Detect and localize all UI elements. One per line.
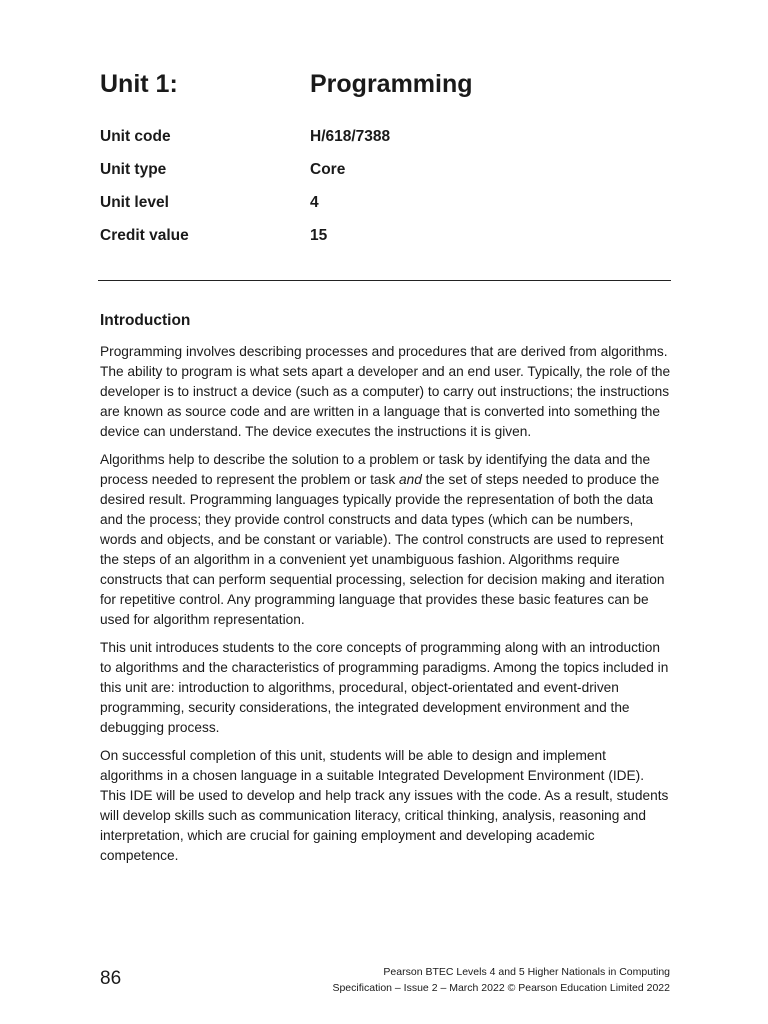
section-divider bbox=[98, 280, 671, 281]
intro-paragraph-3: This unit introduces students to the core concepts of programming along with an introduction to algorithms and the characteristics of programming paradigms. Among the topics included in this unit are: introduction to algorithms, procedural, object-orientated and event-driven programming, security considerations, the integrated development environment and the debugging process. bbox=[100, 640, 669, 735]
introduction-heading: Introduction bbox=[100, 312, 191, 329]
meta-value: H/618/7388 bbox=[310, 128, 391, 145]
intro-paragraph-1: Programming involves describing processes and procedures that are derived from algorithms. The ability to program is what sets apart a developer and an end user. Typically, the role of the developer is to instruct a device (such as a computer) to carry out instructions; the instructions are known as source code and are written in a language that is converted into something the device can understand. The device executes the instructions it is given. bbox=[100, 344, 671, 439]
meta-row-unit-level bbox=[100, 194, 680, 227]
emphasis-text: and bbox=[399, 472, 422, 487]
meta-label: Credit value bbox=[100, 227, 189, 244]
footer-line-2: Specification – Issue 2 – March 2022 © Pearson Education Limited 2022 bbox=[332, 982, 670, 994]
meta-row-credit-value bbox=[100, 227, 680, 260]
meta-label: Unit level bbox=[100, 194, 169, 211]
meta-label: Unit code bbox=[100, 128, 171, 145]
meta-row-unit-type bbox=[100, 161, 680, 194]
unit-number: Unit 1: bbox=[100, 70, 178, 98]
meta-row-unit-code bbox=[100, 128, 680, 161]
page-footer bbox=[332, 964, 670, 996]
meta-label: Unit type bbox=[100, 161, 167, 178]
footer-line-1: Pearson BTEC Levels 4 and 5 Higher Nationals in Computing bbox=[383, 966, 670, 978]
meta-value: Core bbox=[310, 161, 346, 178]
meta-value: 4 bbox=[310, 194, 319, 211]
intro-paragraph-4: On successful completion of this unit, students will be able to design and implement algorithms in a chosen language in a suitable Integrated Development Environment (IDE). This IDE will be used to develop and help track any issues with the code. As a result, students will develop skills such as communication literacy, critical thinking, analysis, reasoning and interpretation, which are crucial for gaining employment and developing academic competence. bbox=[100, 748, 669, 863]
paragraph-text: the set of steps needed to produce the desired result. Programming languages typically provide the representation of both the data and the process; they provide control constructs and data types (which can be numbers, words and objects, and be constant or variable). The control constructs are used to represent the steps of an algorithm in a convenient yet unambiguous fashion. Algorithms require constructs that can perform sequential processing, selection for decision making and iteration for repetitive control. Any programming language that provides these basic features can be used for algorithm representation. bbox=[100, 472, 665, 627]
unit-heading bbox=[100, 70, 680, 106]
unit-title: Programming bbox=[310, 70, 473, 98]
unit-meta-table bbox=[100, 128, 680, 260]
meta-value: 15 bbox=[310, 227, 328, 244]
page-number: 86 bbox=[100, 968, 122, 989]
intro-paragraph-2 bbox=[100, 450, 672, 630]
paragraph-text: Algorithms help to describe the solution to a problem or task by identifying the data and the process needed to represent the problem or task bbox=[100, 452, 651, 487]
introduction-body bbox=[100, 342, 672, 874]
